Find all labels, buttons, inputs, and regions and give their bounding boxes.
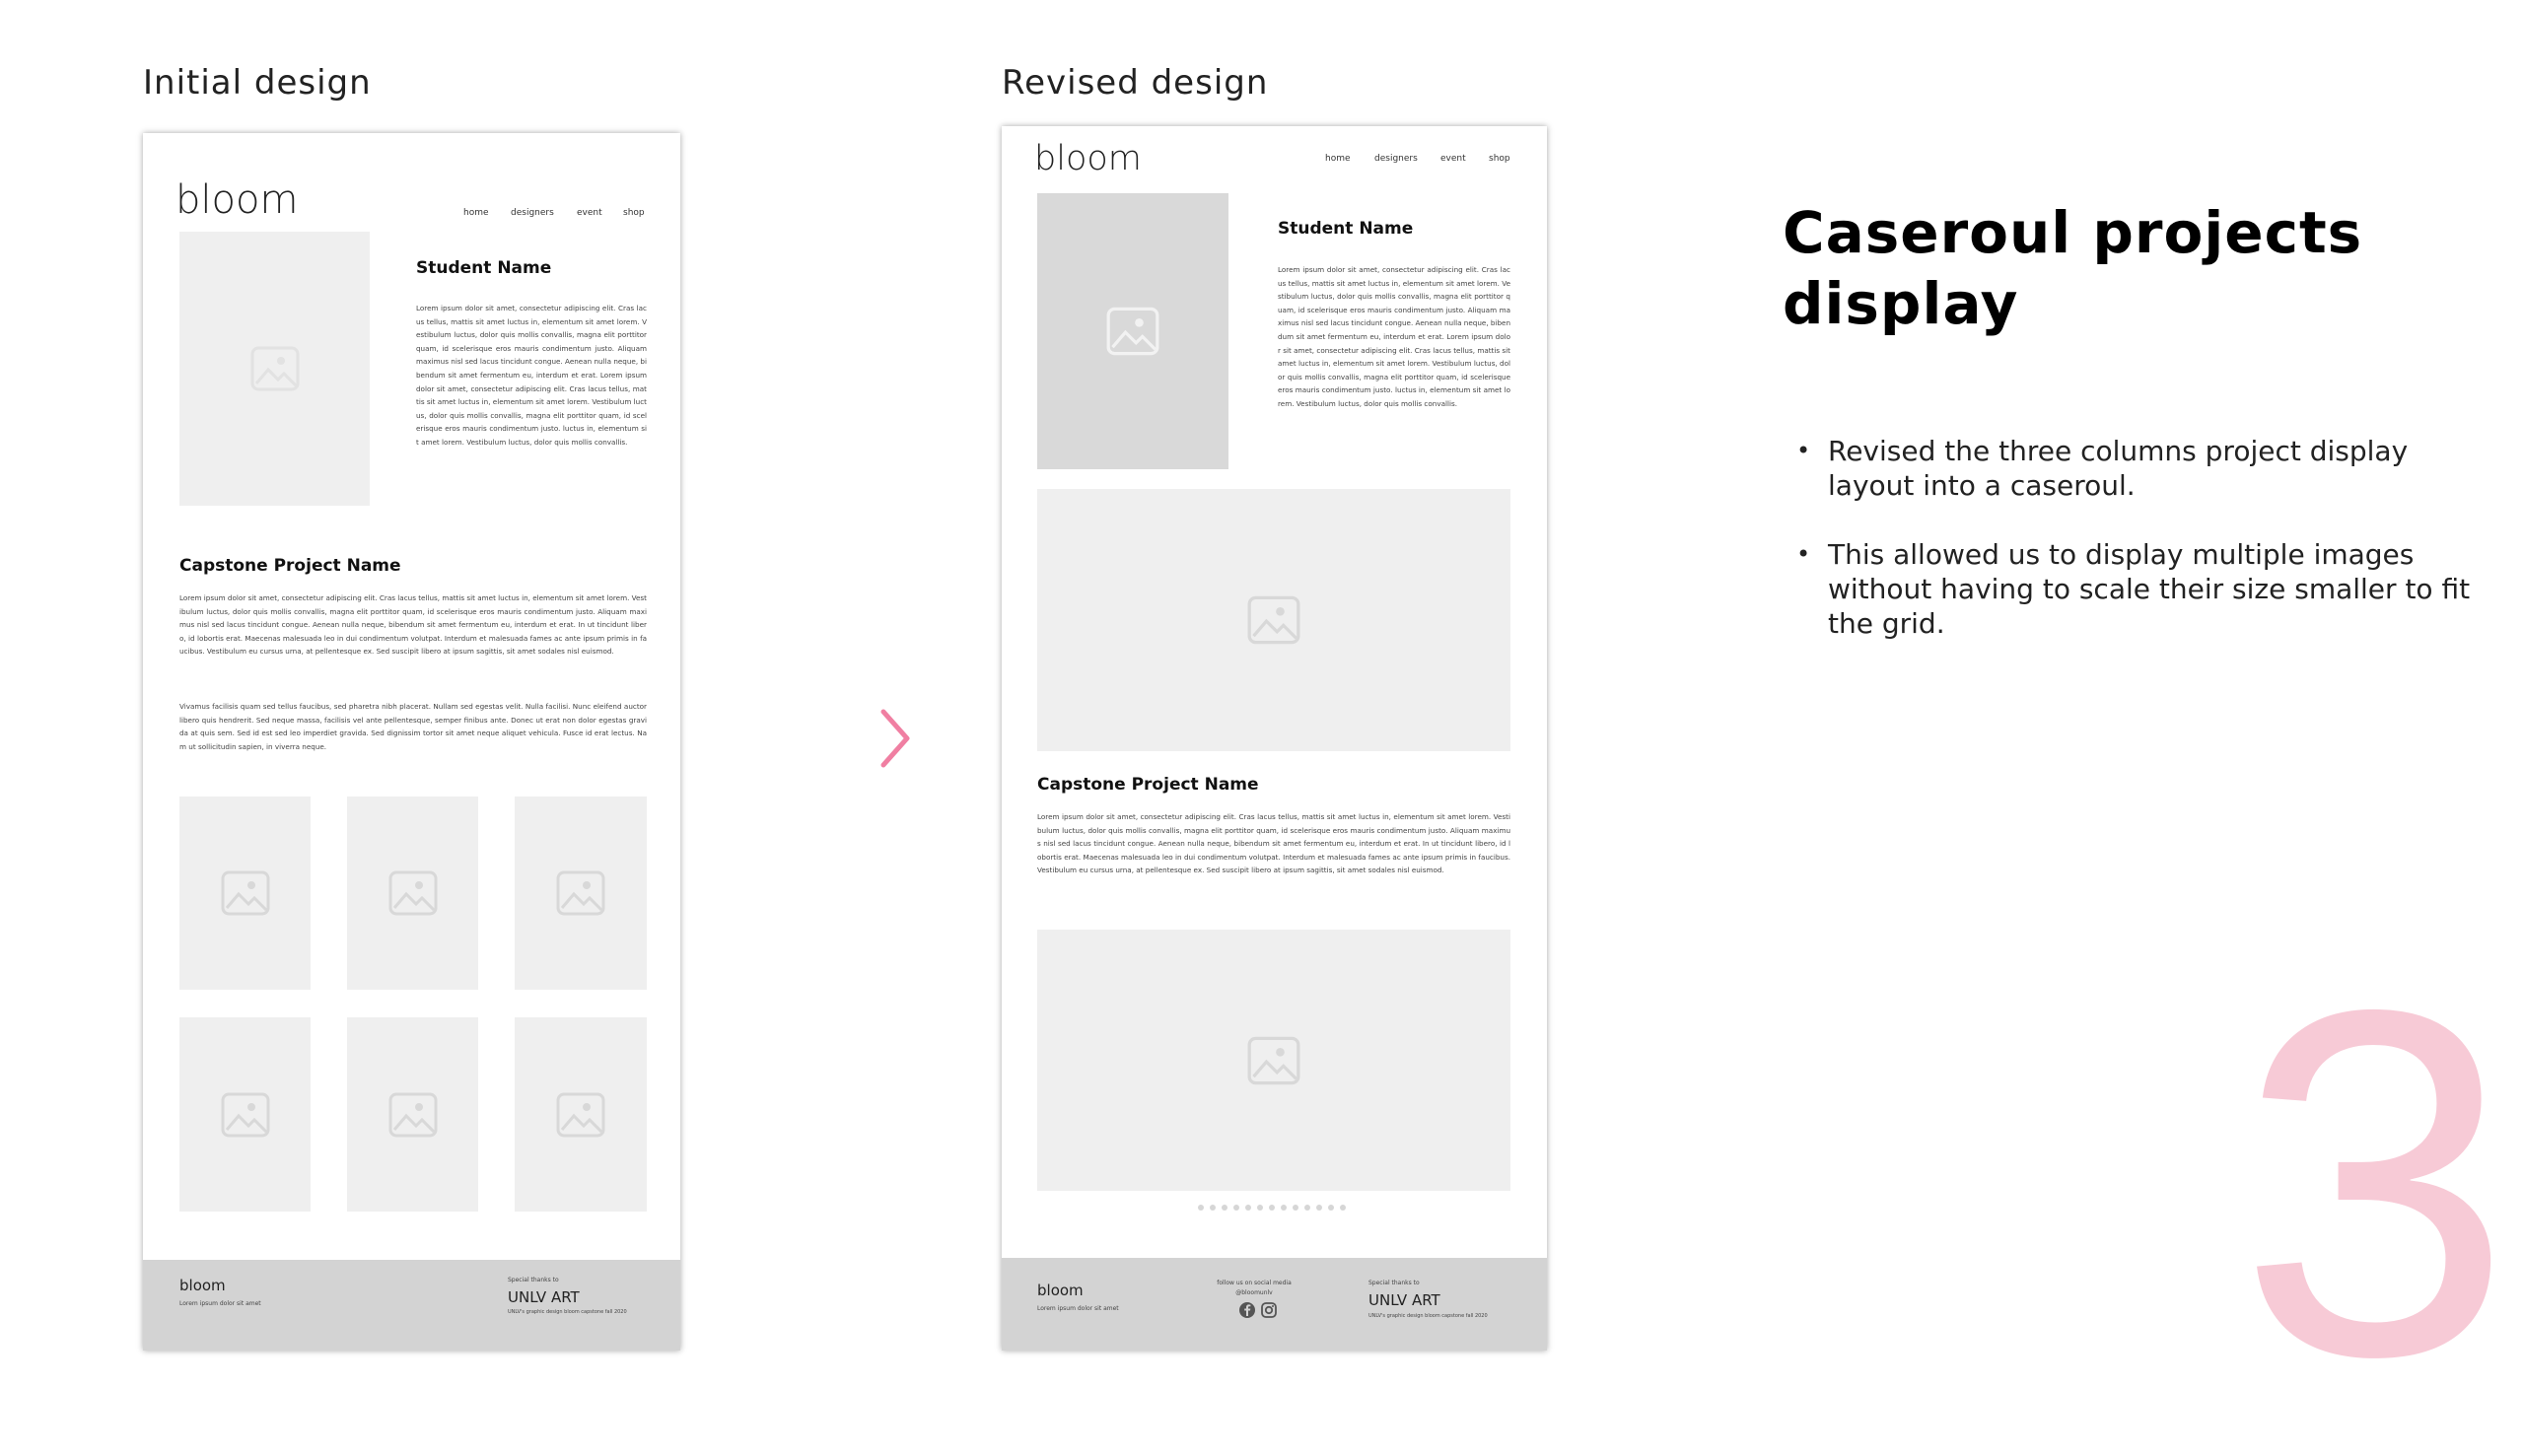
thanks-note: UNLV's graphic design bloom capstone fall 2020 xyxy=(508,1309,627,1315)
facebook-icon[interactable] xyxy=(1238,1301,1256,1319)
footer-tagline: Lorem ipsum dolor sit amet xyxy=(1037,1305,1119,1312)
project-name: Capstone Project Name xyxy=(1037,775,1259,795)
nav-designers[interactable]: designers xyxy=(1374,154,1418,164)
carousel-dot[interactable] xyxy=(1245,1205,1251,1211)
nav-shop[interactable]: shop xyxy=(623,208,645,218)
thanks-title: Special thanks to xyxy=(508,1277,559,1283)
carousel-dot[interactable] xyxy=(1281,1205,1287,1211)
bullet-item xyxy=(1796,434,2487,503)
carousel-dot[interactable] xyxy=(1257,1205,1263,1211)
slide-title: Caseroul projects display xyxy=(1783,199,2363,337)
carousel-dot[interactable] xyxy=(1328,1205,1334,1211)
image-icon xyxy=(250,346,300,391)
carousel-dot[interactable] xyxy=(1210,1205,1216,1211)
chevron-right-icon xyxy=(877,708,913,769)
image-icon xyxy=(1247,1036,1300,1085)
bullet-text: This allowed us to display multiple images without having to scale their size smaller to fit the grid. xyxy=(1828,538,2471,640)
revised-design-label: Revised design xyxy=(1002,63,1269,103)
thanks-org: UNLV ART xyxy=(508,1288,580,1306)
bullet-text: Revised the three columns project display layout into a caseroul. xyxy=(1828,435,2409,502)
grid-image-placeholder[interactable] xyxy=(179,797,311,990)
profile-image-placeholder xyxy=(1037,193,1228,469)
image-icon xyxy=(1247,595,1300,645)
image-icon xyxy=(221,870,270,916)
footer-tagline: Lorem ipsum dolor sit amet xyxy=(179,1300,261,1307)
carousel-dot[interactable] xyxy=(1222,1205,1227,1211)
social-handle[interactable]: @bloomunlv xyxy=(1235,1289,1273,1296)
carousel-dot[interactable] xyxy=(1198,1205,1204,1211)
thanks-org: UNLV ART xyxy=(1368,1291,1440,1309)
image-icon xyxy=(388,1092,438,1138)
image-icon xyxy=(388,870,438,916)
project-description-2: Vivamus facilisis quam sed tellus faucibus, sed pharetra nibh placerat. Nullam sed egestas velit. Nulla facilisi. Nunc eleifend auctor libero quis hendrerit. Sed neque massa, facilisis vel ante pellentesque, semper finibus ante. Donec ut erat non dolor egestas gravida at quis sem. Sed id est sed leo imperdiet gravida. Sed dignissim tortor sit amet neque aliquet vehicula. Fusce id erat lectus. Nam ut sollicitudin sapien, in viverra neque. xyxy=(179,702,647,751)
footer-logo: bloom xyxy=(1037,1282,1084,1299)
grid-image-placeholder[interactable] xyxy=(179,1017,311,1212)
image-icon xyxy=(1106,307,1159,356)
nav-event[interactable]: event xyxy=(1440,154,1466,164)
carousel-dot[interactable] xyxy=(1340,1205,1346,1211)
thanks-note: UNLV's graphic design bloom capstone fall 2020 xyxy=(1368,1313,1488,1319)
nav-designers[interactable]: designers xyxy=(511,208,554,218)
carousel-dot[interactable] xyxy=(1269,1205,1275,1211)
student-bio: Lorem ipsum dolor sit amet, consectetur adipiscing elit. Cras lacus tellus, mattis sit amet luctus in, elementum sit amet lorem. Vestibulum luctus, dolor quis mollis convallis, magna elit porttitor quam, id scelerisque eros mauris condimentum justo. Aliquam maximus nisl sed lacus tincidunt congue. Aenean nulla neque, bibendum sit amet fermentum eu, interdum et erat. Lorem ipsum dolor sit amet, consectetur adipiscing elit. Cras lacus tellus, mattis sit amet luctus in, elementum sit amet lorem. Vestibulum luctus, dolor quis mollis convallis, magna elit porttitor quam, id scelerisque eros mauris condimentum justo. luctus in, elementum sit amet lorem. Vestibulum luctus, dolor quis mollis convallis. xyxy=(1278,265,1510,408)
revised-design-mockup xyxy=(1002,126,1547,1351)
project-description: Lorem ipsum dolor sit amet, consectetur adipiscing elit. Cras lacus tellus, mattis sit amet luctus in, elementum sit amet lorem. Vestibulum luctus, dolor quis mollis convallis, magna elit porttitor quam, id scelerisque eros mauris condimentum justo. Aliquam maximus nisl sed lacus tincidunt congue. Aenean nulla neque, bibendum sit amet fermentum eu, interdum et erat. In ut tincidunt libero, id lobortis erat. Maecenas malesuada leo in dui condimentum volutpat. Interdum et malesuada fames ac ante ipsum primis in faucibus. Vestibulum eu cursus urna, at pellentesque ex. Sed suscipit libero at ipsum sagittis, sit amet sodales nisl euismod. xyxy=(179,593,647,657)
image-icon xyxy=(556,870,605,916)
footer-logo: bloom xyxy=(179,1277,226,1294)
student-name: Student Name xyxy=(1278,219,1414,239)
nav-home[interactable]: home xyxy=(463,208,489,218)
slide-number: 3 xyxy=(2238,907,2513,1456)
nav-home[interactable]: home xyxy=(1325,154,1351,164)
bullet-dot: • xyxy=(1796,437,1811,464)
grid-image-placeholder[interactable] xyxy=(347,797,478,990)
carousel-image-placeholder[interactable] xyxy=(1037,489,1510,751)
grid-image-placeholder[interactable] xyxy=(347,1017,478,1212)
initial-design-label: Initial design xyxy=(143,63,372,103)
instagram-icon[interactable] xyxy=(1260,1301,1278,1319)
thanks-title: Special thanks to xyxy=(1368,1280,1420,1286)
initial-design-mockup xyxy=(143,133,680,1351)
carousel-image-placeholder[interactable] xyxy=(1037,930,1510,1191)
carousel-dot[interactable] xyxy=(1304,1205,1310,1211)
footer xyxy=(1002,1258,1547,1351)
logo[interactable]: bloom xyxy=(1034,139,1142,178)
carousel-dot[interactable] xyxy=(1316,1205,1322,1211)
carousel-dot[interactable] xyxy=(1293,1205,1298,1211)
nav-shop[interactable]: shop xyxy=(1489,154,1510,164)
social-title: follow us on social media xyxy=(1217,1280,1292,1286)
grid-image-placeholder[interactable] xyxy=(515,797,647,990)
student-bio: Lorem ipsum dolor sit amet, consectetur adipiscing elit. Cras lacus tellus, mattis sit amet luctus in, elementum sit amet lorem. Vestibulum luctus, dolor quis mollis convallis, magna elit porttitor quam, id scelerisque eros mauris condimentum justo. Aliquam maximus nisl sed lacus tincidunt congue. Aenean nulla neque, bibendum sit amet fermentum eu, interdum et erat. Lorem ipsum dolor sit amet, consectetur adipiscing elit. Cras lacus tellus, mattis sit amet luctus in, elementum sit amet lorem. Vestibulum luctus, dolor quis mollis convallis, magna elit porttitor quam, id scelerisque eros mauris condimentum justo. luctus in, elementum sit amet lorem. Vestibulum luctus, dolor quis mollis convallis. xyxy=(416,304,647,447)
profile-image-placeholder xyxy=(179,232,370,506)
footer xyxy=(143,1260,680,1351)
image-icon xyxy=(221,1092,270,1138)
student-name: Student Name xyxy=(416,258,552,278)
carousel-dot[interactable] xyxy=(1233,1205,1239,1211)
bullet-dot: • xyxy=(1796,540,1811,568)
image-icon xyxy=(556,1092,605,1138)
project-description: Lorem ipsum dolor sit amet, consectetur adipiscing elit. Cras lacus tellus, mattis sit amet luctus in, elementum sit amet lorem. Vestibulum luctus, dolor quis mollis convallis, magna elit porttitor quam, id scelerisque eros mauris condimentum justo. Aliquam maximus nisl sed lacus tincidunt congue. Aenean nulla neque, bibendum sit amet fermentum eu, interdum et erat. In ut tincidunt libero, id lobortis erat. Maecenas malesuada leo in dui condimentum volutpat. Interdum et malesuada fames ac ante ipsum primis in faucibus. Vestibulum eu cursus urna, at pellentesque ex. Sed suscipit libero at ipsum sagittis, sit amet sodales nisl euismod. xyxy=(1037,812,1510,875)
bullet-item xyxy=(1796,537,2487,641)
project-name: Capstone Project Name xyxy=(179,556,401,576)
grid-image-placeholder[interactable] xyxy=(515,1017,647,1212)
logo[interactable]: bloom xyxy=(175,177,299,223)
nav-event[interactable]: event xyxy=(577,208,602,218)
